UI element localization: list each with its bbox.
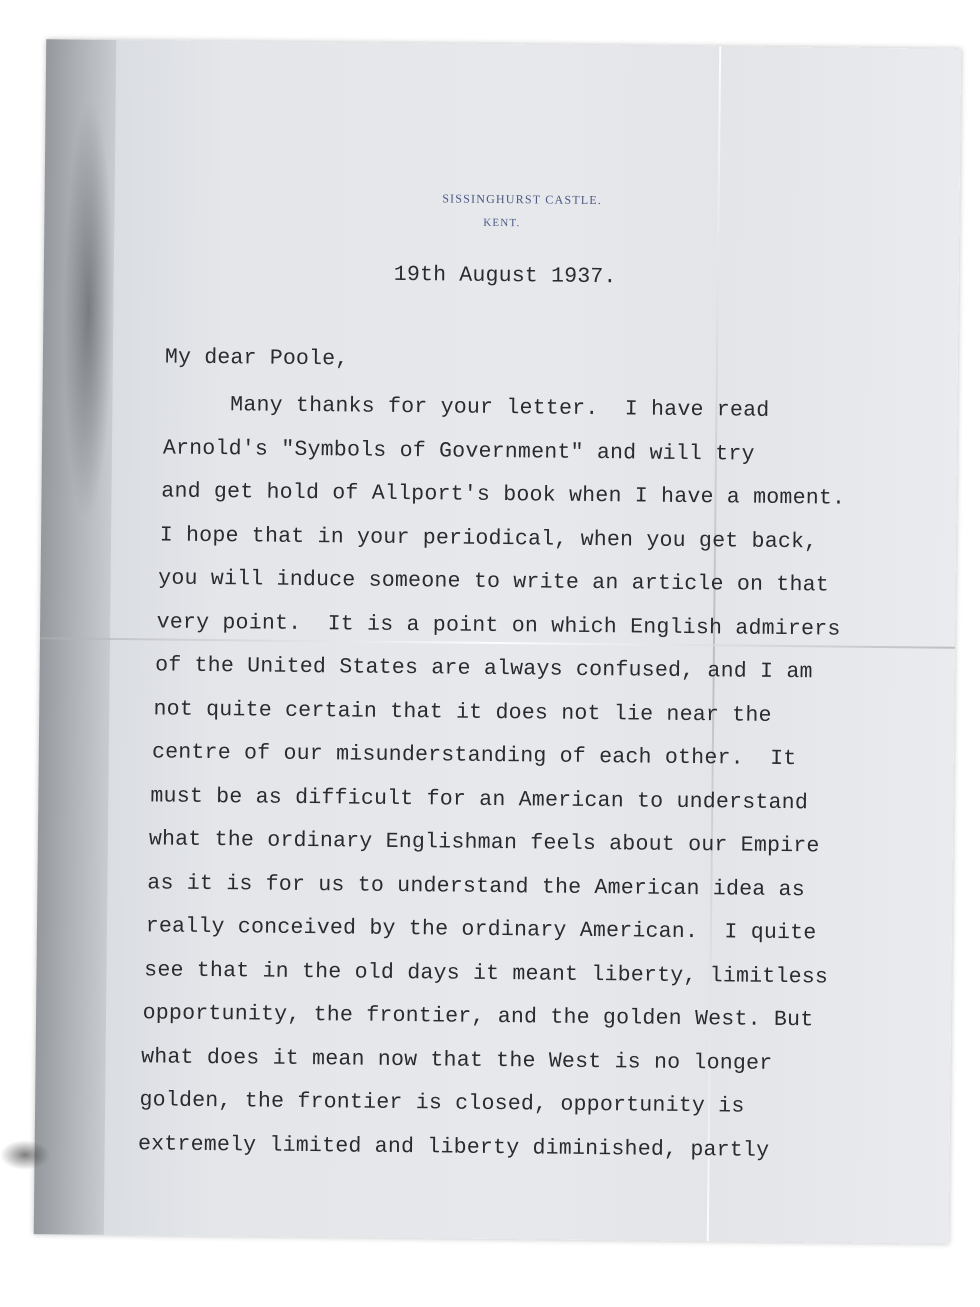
- body-line: must be as difficult for an American to understand: [150, 783, 809, 815]
- body-line: very point. It is a point on which English admirers: [156, 609, 841, 642]
- letter-date: 19th August 1937.: [393, 262, 617, 290]
- body-line: see that in the old days it meant liberty, limitless: [144, 957, 829, 989]
- letterhead-county: KENT.: [483, 216, 521, 230]
- body-line: as it is for us to understand the American idea as: [147, 870, 806, 902]
- body-line: not quite certain that it does not lie near the: [153, 696, 772, 728]
- letterhead: [44, 187, 959, 234]
- body-line: opportunity, the frontier, and the golden West. But: [142, 1001, 814, 1033]
- corner-stain: [0, 1140, 50, 1170]
- body-line: Arnold's "Symbols of Government" and will try: [162, 435, 755, 467]
- body-line: what the ordinary Englishman feels about our Empire: [148, 827, 820, 859]
- letter-page: [34, 39, 961, 1244]
- body-line: of the United States are always confused, and I am: [154, 653, 813, 685]
- salutation: My dear Poole,: [164, 345, 349, 372]
- body-line: you will induce someone to write an article on that: [158, 566, 830, 598]
- body-line: extremely limited and liberty diminished, partly: [137, 1131, 770, 1163]
- body-line: really conceived by the ordinary American. I quite: [145, 914, 817, 946]
- body-line: I hope that in your periodical, when you get back,: [159, 522, 818, 554]
- body-line: centre of our misunderstanding of each other. It: [151, 740, 797, 772]
- body-line: and get hold of Allport's book when I have a moment.: [161, 479, 846, 511]
- letterhead-name: SISSINGHURST CASTLE.: [442, 191, 603, 208]
- paper-stain: [61, 99, 115, 520]
- body-line: Many thanks for your letter. I have read: [164, 392, 770, 423]
- body-line: golden, the frontier is closed, opportunity is: [139, 1088, 745, 1119]
- body-line: what does it mean now that the West is no longer: [141, 1044, 773, 1076]
